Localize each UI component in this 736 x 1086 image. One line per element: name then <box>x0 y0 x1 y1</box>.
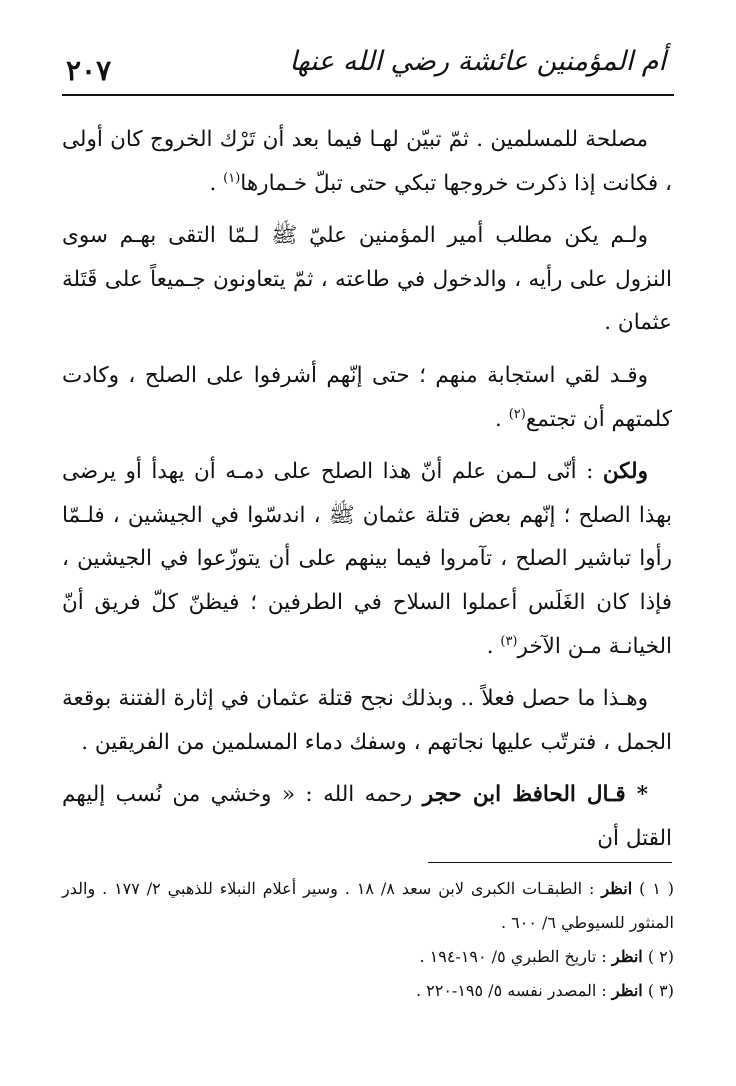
footnote-separator <box>428 862 672 863</box>
paragraph-lead: * قـال الحافظ ابن حجر <box>422 782 648 808</box>
paragraph <box>62 118 672 205</box>
paragraph <box>62 773 672 860</box>
paragraph-text: وقـد لقي استجابة منهم ؛ حتى إنّهم أشرفوا على الصلح ، وكادت كلمتهم أن تجتمع <box>62 362 672 432</box>
footnote-number: (٢ ) <box>647 947 674 966</box>
paragraph-text: وهـذا ما حصل فعلاً .. وبذلك نجح قتلة عثمان في إثارة الفتنة بوقعة الجمل ، فترتّب عليها نجاتهم ، وسفك دماء المسلمين من الفريقين . <box>62 686 672 755</box>
footnote-reference: (٢) <box>508 406 526 422</box>
footnote <box>62 872 674 940</box>
body-text <box>62 118 672 861</box>
page-header <box>62 40 674 96</box>
paragraph <box>62 450 672 668</box>
footnote-reference: (٣) <box>500 633 518 649</box>
footnote <box>62 940 674 974</box>
paragraph-lead: ولكن <box>602 459 648 485</box>
page-number: ٢٠٧ <box>66 54 112 87</box>
footnotes <box>62 872 674 1008</box>
paragraph-text: : أنّى لـمن علم أنّ هذا الصلح على دمـه أن يهدأ أو يرضى بهذا الصلح ؛ إنّهم بعض قتلة عثمان ﷺ ، اندسّوا في الجيشين ، فلـمّا رأوا تباشير الصلح ، تآمروا فيما بينهم على أن يتوزّعوا في الجيشين ، فإذا كان الغَلَس أعملوا السلاح في الطرفين ؛ فيظنّ كلّ فريق أنّ الخيانـة مـن الآخر <box>62 459 672 659</box>
footnote <box>62 974 674 1008</box>
header-rule <box>62 94 674 96</box>
footnote-reference: (١) <box>223 170 241 186</box>
footnote-label: انظر <box>611 947 643 966</box>
paragraph <box>62 214 672 345</box>
paragraph-text: مصلحة للمسلمين . ثمّ تبيّن لهـا فيما بعد أن تَرْك الخروج كان أولى ، فكانت إذا ذكرت خروجها تبكي حتى تبلّ خـمارها <box>62 127 672 196</box>
paragraph-text: . <box>495 406 509 432</box>
footnote-number: (٣ ) <box>647 981 674 1000</box>
paragraph-text: رحمه الله : « وخشي من نُسب إليهم القتل أن <box>62 782 672 851</box>
paragraph <box>62 354 672 441</box>
footnote-text: : الطبقـات الكبرى لابن سعد ٨/ ١٨ . وسير أعلام النبلاء للذهبي ٢/ ١٧٧ . والدر المنثور للسيوطي ٦/ ٦٠٠ . <box>62 879 674 932</box>
paragraph-text: ولـم يكن مطلب أمير المؤمنين عليّ ﷺ لـمّا التقى بهـم سوى النزول على رأيه ، والدخول في طاعته ، ثمّ يتعاونون جـميعاً على قَتَلة عثمان . <box>62 223 672 336</box>
footnote-text: : تاريخ الطبري ٥/ ١٩٠-١٩٤ . <box>419 947 612 966</box>
running-title: أم المؤمنين عائشة رضي الله عنها <box>289 46 666 77</box>
paragraph <box>62 677 672 764</box>
footnote-label: انظر <box>601 879 633 898</box>
footnote-label: انظر <box>611 981 643 1000</box>
paragraph-text: . <box>209 170 224 196</box>
footnote-text: : المصدر نفسه ٥/ ١٩٥-٢٢٠ . <box>415 981 612 1000</box>
footnote-number: ( ١ ) <box>639 879 675 898</box>
paragraph-text: . <box>486 633 501 659</box>
